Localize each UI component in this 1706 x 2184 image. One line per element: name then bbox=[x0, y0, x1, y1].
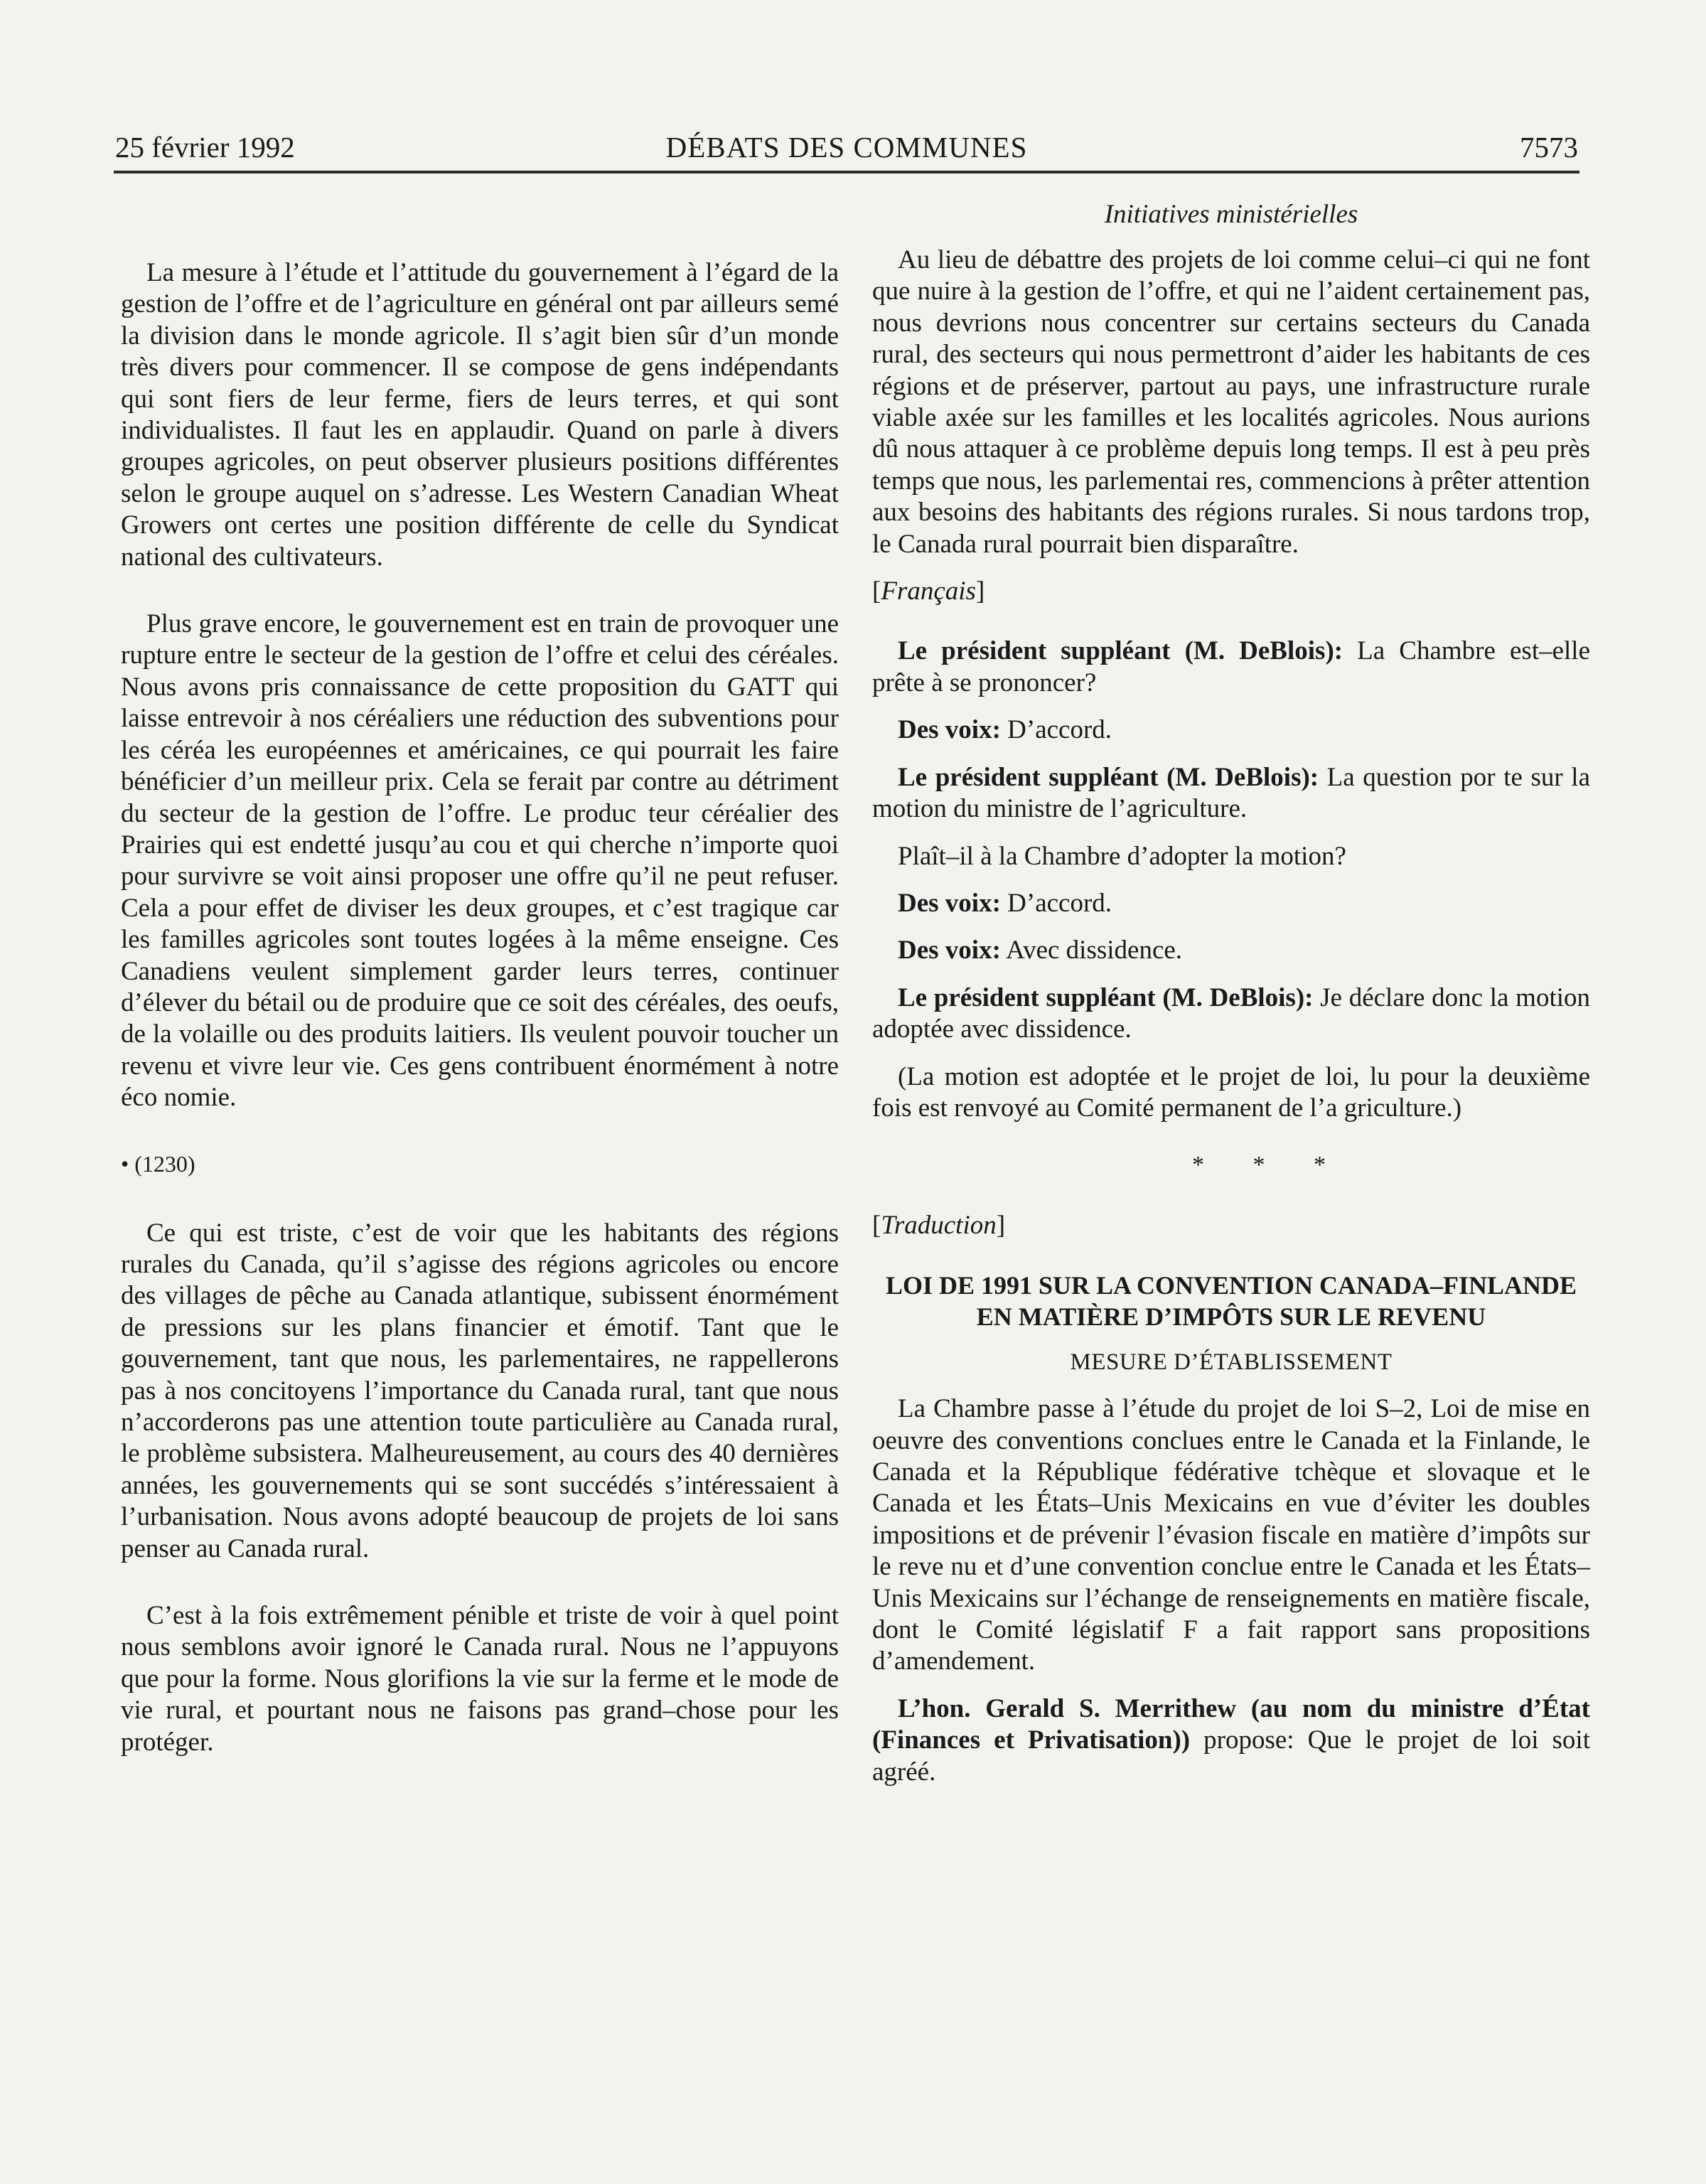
speech-text: La question por te sur la motion du ministre de l’agriculture. bbox=[872, 762, 1590, 824]
header-rule bbox=[114, 171, 1579, 173]
speaker-name: Des voix: bbox=[898, 888, 1001, 918]
speaker-name: Des voix: bbox=[898, 936, 1001, 965]
motion-result: (La motion est adoptée et le projet de loi, lu pour la deuxième fois est renvoyé au Comité permanent de l’a griculture.) bbox=[872, 1061, 1590, 1123]
speech-text: D’accord. bbox=[1000, 888, 1112, 918]
language-tag-francais-text: Français bbox=[881, 577, 976, 606]
timestamp: • (1230) bbox=[121, 1150, 195, 1177]
speech-text: D’accord. bbox=[1000, 715, 1112, 745]
language-tag-francais: [Français] bbox=[872, 577, 985, 606]
bill-heading: LOI DE 1991 SUR LA CONVENTION CANADA–FINLANDE EN MATIÈRE D’IMPÔTS SUR LE REVENU bbox=[885, 1271, 1577, 1332]
left-paragraph-2: Plus grave encore, le gouvernement est en train de provoquer une rupture entre le secteur de la gestion de l’offre et celui des céréales. Nous avons pris connaissance de cette proposition du GATT qui laisse entrevoir à nos céréaliers une réduction des subventions pour les céréa les européennes et américaines, ce qui pourrait les faire bénéficier d’un meilleur prix. Cela se ferait par contre au détriment du secteur de la gestion de l’offre. Le produc teur céréalier des Prairies qui est endetté jusqu’au cou et qui cherche n’importe quoi pour survivre se voit ainsi proposer une offre qu’il ne peut refuser. Cela a pour effet de diviser les deux groupes, et c’est tragique car les familles agricoles sont toutes logées à la même enseigne. Ces Canadiens veulent simplement garder leurs terres, continuer d’élever du bétail ou de produire que ce soit des céréales, des oeufs, de la volaille ou des produits laitiers. Ils veulent pouvoir toucher un revenu et vivre leur vie. Ces gens contribuent énormément à notre éco nomie. bbox=[121, 609, 839, 1113]
left-paragraph-4: C’est à la fois extrêmement pénible et triste de voir à quel point nous semblons avoir ignoré le Canada rural. Nous ne l’appuyons que pour la forme. Nous glorifions la vie sur la ferme et le mode de vie rural, et pourtant nous ne faisons pas grand–chose pour les protéger. bbox=[121, 1601, 839, 1757]
language-tag-traduction: [Traduction] bbox=[872, 1210, 1006, 1240]
right-intro-paragraph: Au lieu de débattre des projets de loi comme celui–ci qui ne font que nuire à la gestion de l’offre, et qui ne l’aident certainement pas, nous devrions nous concentrer sur certains secteurs du Canada rural, des secteurs qui nous permettront d’aider les habitants de ces régions et de préserver, partout au pays, une infrastructure rurale viable axée sur les familles et les localités agricoles. Nous aurions dû nous attaquer à ce problème depuis long temps. Il est à peu près temps que nous, les parlementai res, commencions à prêter attention aux besoins des habitants des régions rurales. Si nous tardons trop, le Canada rural pourrait bien disparaître. bbox=[872, 245, 1590, 559]
exchange-2 bbox=[872, 714, 1590, 746]
section-separator: * * * bbox=[1192, 1152, 1347, 1179]
exchange-3 bbox=[872, 762, 1590, 825]
language-tag-traduction-text: Traduction bbox=[881, 1210, 997, 1240]
exchange-5 bbox=[872, 888, 1590, 919]
right-column bbox=[872, 199, 1590, 1804]
header-date: 25 février 1992 bbox=[115, 131, 295, 164]
final-speaker-name: L’hon. Gerald S. Merrithew (au nom du ministre d’État (Finances et Privatisation)) bbox=[872, 1693, 1590, 1755]
speaker-name: Le président suppléant (M. DeBlois): bbox=[898, 636, 1343, 666]
bill-subheading: MESURE D’ÉTABLISSEMENT bbox=[1070, 1349, 1393, 1376]
speaker-name: Des voix: bbox=[898, 715, 1001, 745]
speech-text: La Chambre est–elle prête à se prononcer? bbox=[872, 636, 1591, 697]
speech-text: Plaît–il à la Chambre d’adopter la motion? bbox=[898, 841, 1346, 871]
left-paragraph-1: La mesure à l’étude et l’attitude du gouvernement à l’égard de la gestion de l’offre et de l’agriculture en général ont par ailleurs semé la division dans le monde agricole. Il s’agit bien sûr d’un monde très divers pour commencer. Il se compose de gens indépendants qui sont fiers de leur ferme, fiers de leurs terres, et qui sont individualistes. Il faut les en applaudir. Quand on parle à divers groupes agricoles, on peut observer plusieurs positions différentes selon le groupe auquel on s’adresse. Les Western Canadian Wheat Growers ont certes une position différente de celle du Syndicat national des cultivateurs. bbox=[121, 258, 839, 572]
page-header bbox=[115, 125, 1578, 169]
speaker-name: Le président suppléant (M. DeBlois): bbox=[898, 983, 1314, 1012]
speech-text: Je déclare donc la motion adoptée avec dissidence. bbox=[872, 983, 1591, 1044]
speech-text: Avec dissidence. bbox=[1000, 936, 1183, 965]
exchange-4 bbox=[872, 841, 1590, 872]
speaker-name: Le président suppléant (M. DeBlois): bbox=[898, 762, 1319, 792]
exchange-7 bbox=[872, 983, 1590, 1046]
final-speech-text: propose: Que le projet de loi soit agréé. bbox=[872, 1725, 1590, 1787]
header-title: DÉBATS DES COMMUNES bbox=[665, 131, 1028, 164]
header-page-number: 7573 bbox=[1520, 131, 1578, 164]
running-head: Initiatives ministérielles bbox=[1104, 200, 1358, 229]
left-paragraph-3: Ce qui est triste, c’est de voir que les habitants des régions rurales du Canada, qu’il s’agisse des régions agricoles ou encore des villages de pêche au Canada atlantique, subissent énormément de pressions sur les plans financier et émotif. Tant que le gouvernement, tant que nous, les parlementaires, ne rappellerons pas à nos concitoyens l’importance du Canada rural, tant que nous n’accorderons pas une attention toute particulière au Canada rural, le problème subsistera. Malheureusement, au cours des 40 dernières années, les gouvernements qui se sont succédés s’intéressaient à l’urbanisation. Nous avons adopté beaucoup de projets de loi sans penser au Canada rural. bbox=[121, 1218, 839, 1563]
final-statement bbox=[872, 1693, 1590, 1788]
bill-paragraph: La Chambre passe à l’étude du projet de loi S–2, Loi de mise en oeuvre des conventions conclues entre le Canada et la Finlande, le Canada et la République fédérative tchèque et slovaque et le Canada et les États–Unis Mexicains en vue d’éviter les doubles impositions et de prévenir l’évasion fiscale en matière d’impôts sur le reve nu et d’une convention conclue entre le Canada et les États–Unis Mexicains sur l’échange de renseignements en matière fiscale, dont le Comité législatif F a fait rapport sans propositions d’amendement. bbox=[872, 1394, 1590, 1676]
exchange-1 bbox=[872, 636, 1590, 699]
exchange-6 bbox=[872, 935, 1590, 966]
left-column bbox=[121, 257, 839, 1758]
